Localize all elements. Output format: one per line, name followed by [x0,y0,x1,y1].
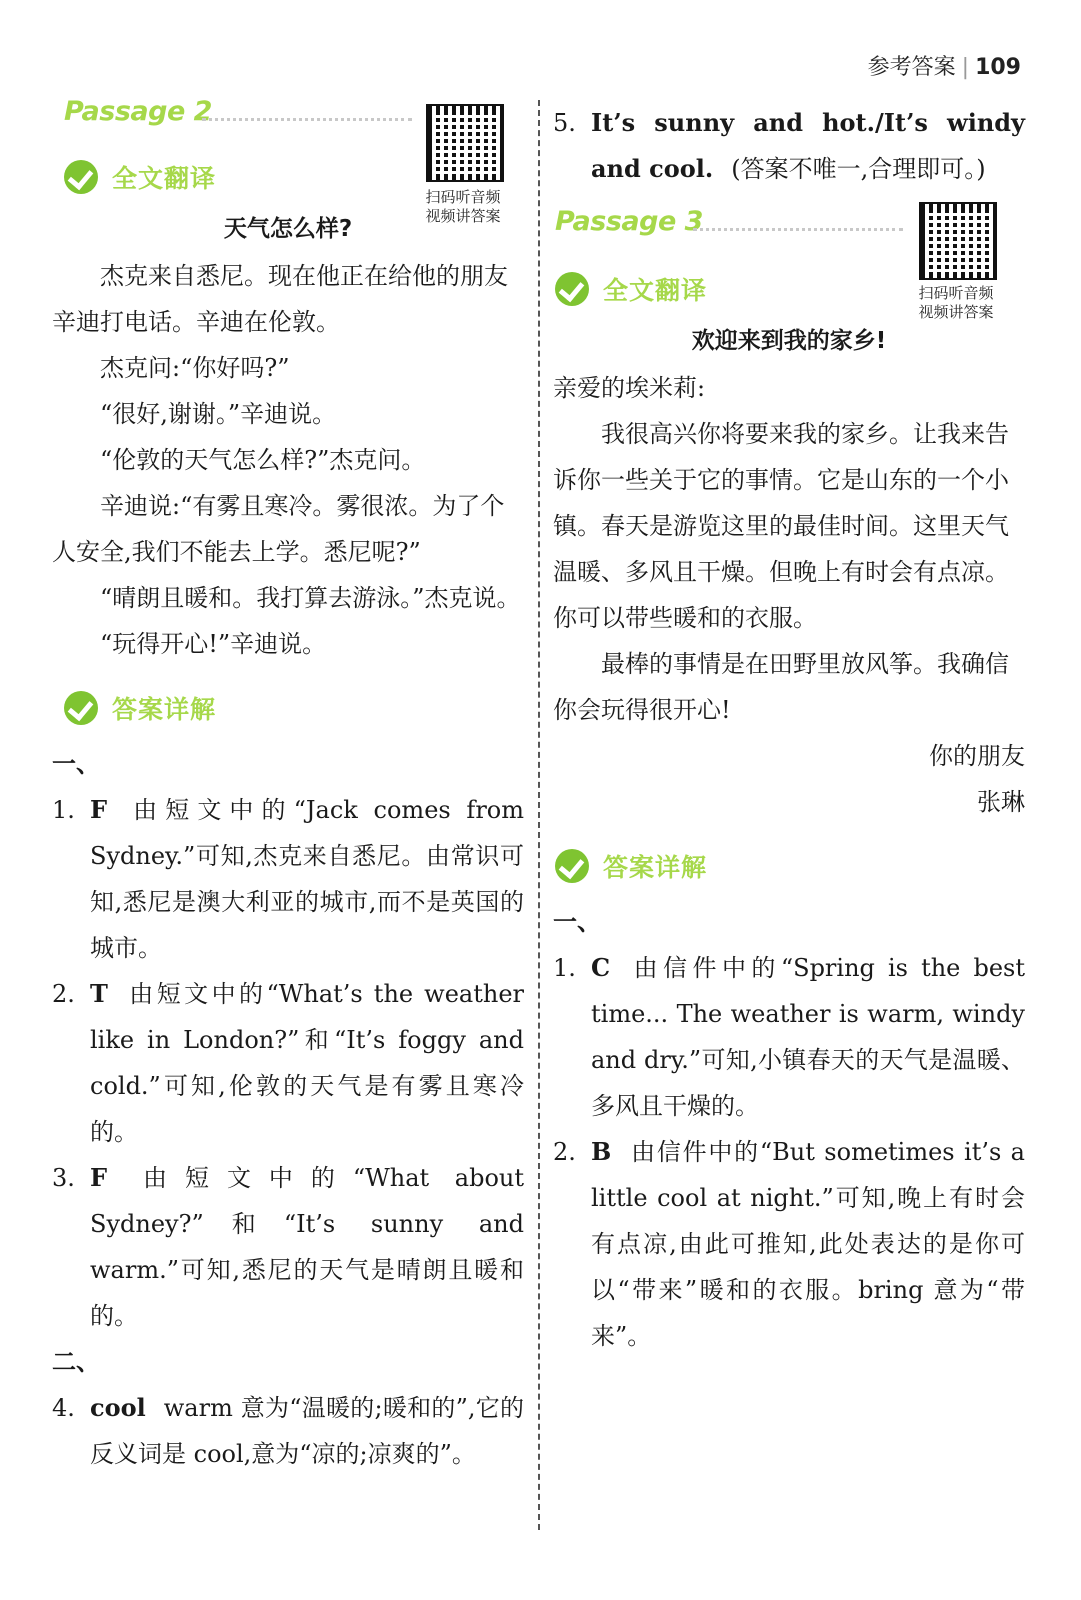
check-icon [64,160,98,194]
part-label: 一、 [52,749,100,778]
translation-head: 全文翻译 [555,264,1025,314]
paragraph: “晴朗且暖和。我打算去游泳。”杰克说。 [100,584,521,612]
paragraph: 杰克来自悉尼。现在他正在给他的朋友辛迪打电话。辛迪在伦敦。 [52,262,508,336]
passage2-head [52,96,524,152]
article-title: 天气怎么样? [223,216,353,242]
left-column [52,96,524,1477]
check-icon [555,272,589,306]
passage3-title: Passage 3 [555,206,703,237]
paragraph: “很好,谢谢。”辛迪说。 [100,400,337,428]
qr-code-icon[interactable] [919,202,997,280]
column-divider [538,100,540,1530]
dotted-line [693,228,903,231]
paragraph: “伦敦的天气怎么样?”杰克问。 [100,446,426,474]
qr-code-icon[interactable] [426,104,504,182]
answer-item: 3. F 由短文中的“What about Sydney?”和“It’s sunny and warm.”可知,悉尼的天气是晴朗且暖和的。 [52,1163,524,1330]
right-column [553,100,1025,1359]
translation-head: 全文翻译 [64,152,524,202]
closing: 你的朋友 [929,742,1025,770]
answers-head: 答案详解 [64,683,524,733]
paragraph: “玩得开心!”辛迪说。 [100,630,327,658]
part-label: 二、 [52,1347,100,1376]
paragraph: 最棒的事情是在田野里放风筝。我确信你会玩得很开心! [553,650,1009,724]
passage2-title: Passage 2 [64,96,212,127]
header-label: 参考答案 [867,55,956,80]
qr-caption: 扫码听音频 视频讲答案 [425,188,501,225]
paragraph: 杰克问:“你好吗?” [100,354,290,382]
answer-item: 1. F 由短文中的“Jack comes from Sydney.”可知,杰克来自悉尼。由常识可知,悉尼是澳大利亚的城市,而不是英国的城市。 [52,795,524,962]
signature: 张琳 [977,788,1025,816]
paragraph: 我很高兴你将要来我的家乡。让我来告诉你一些关于它的事情。它是山东的一个小镇。春天是游览这里的最佳时间。这里天气温暖、多风且干燥。但晚上有时会有点凉。你可以带些暖和的衣服。 [553,420,1009,632]
check-icon [555,849,589,883]
qr-caption: 扫码听音频 视频讲答案 [918,284,994,321]
answer-item: 5. It’s sunny and hot./It’s windy and cool. (答案不唯一,合理即可。) [553,108,1025,183]
answer-item: 2. T 由短文中的“What’s the weather like in London?”和“It’s foggy and cold.”可知,伦敦的天气是有雾且寒冷的。 [52,979,524,1146]
check-icon [64,691,98,725]
answer-item: 2. B 由信件中的“But sometimes it’s a little cool at night.”可知,晚上有时会有点凉,由此可推知,此处表达的是你可以“带来”暖和的衣服。bring 意为“带来”。 [553,1137,1025,1350]
dotted-line [202,118,412,121]
answer-item: 1. C 由信件中的“Spring is the best time... The weather is warm, windy and dry.”可知,小镇春天的天气是温暖、多风且干燥的。 [553,953,1025,1120]
page-number: 109 [975,55,1021,80]
answers-head: 答案详解 [555,841,1025,891]
page-header: 参考答案 | 109 [867,55,1021,80]
salutation: 亲爱的埃米莉: [553,374,706,402]
paragraph: 辛迪说:“有雾且寒冷。雾很浓。为了个人安全,我们不能去上学。悉尼呢?” [52,492,505,566]
answer-item: 4. cool warm 意为“温暖的;暖和的”,它的反义词是 cool,意为“凉的;凉爽的”。 [52,1393,524,1468]
article-title: 欢迎来到我的家乡! [691,328,887,354]
part-label: 一、 [553,907,601,936]
